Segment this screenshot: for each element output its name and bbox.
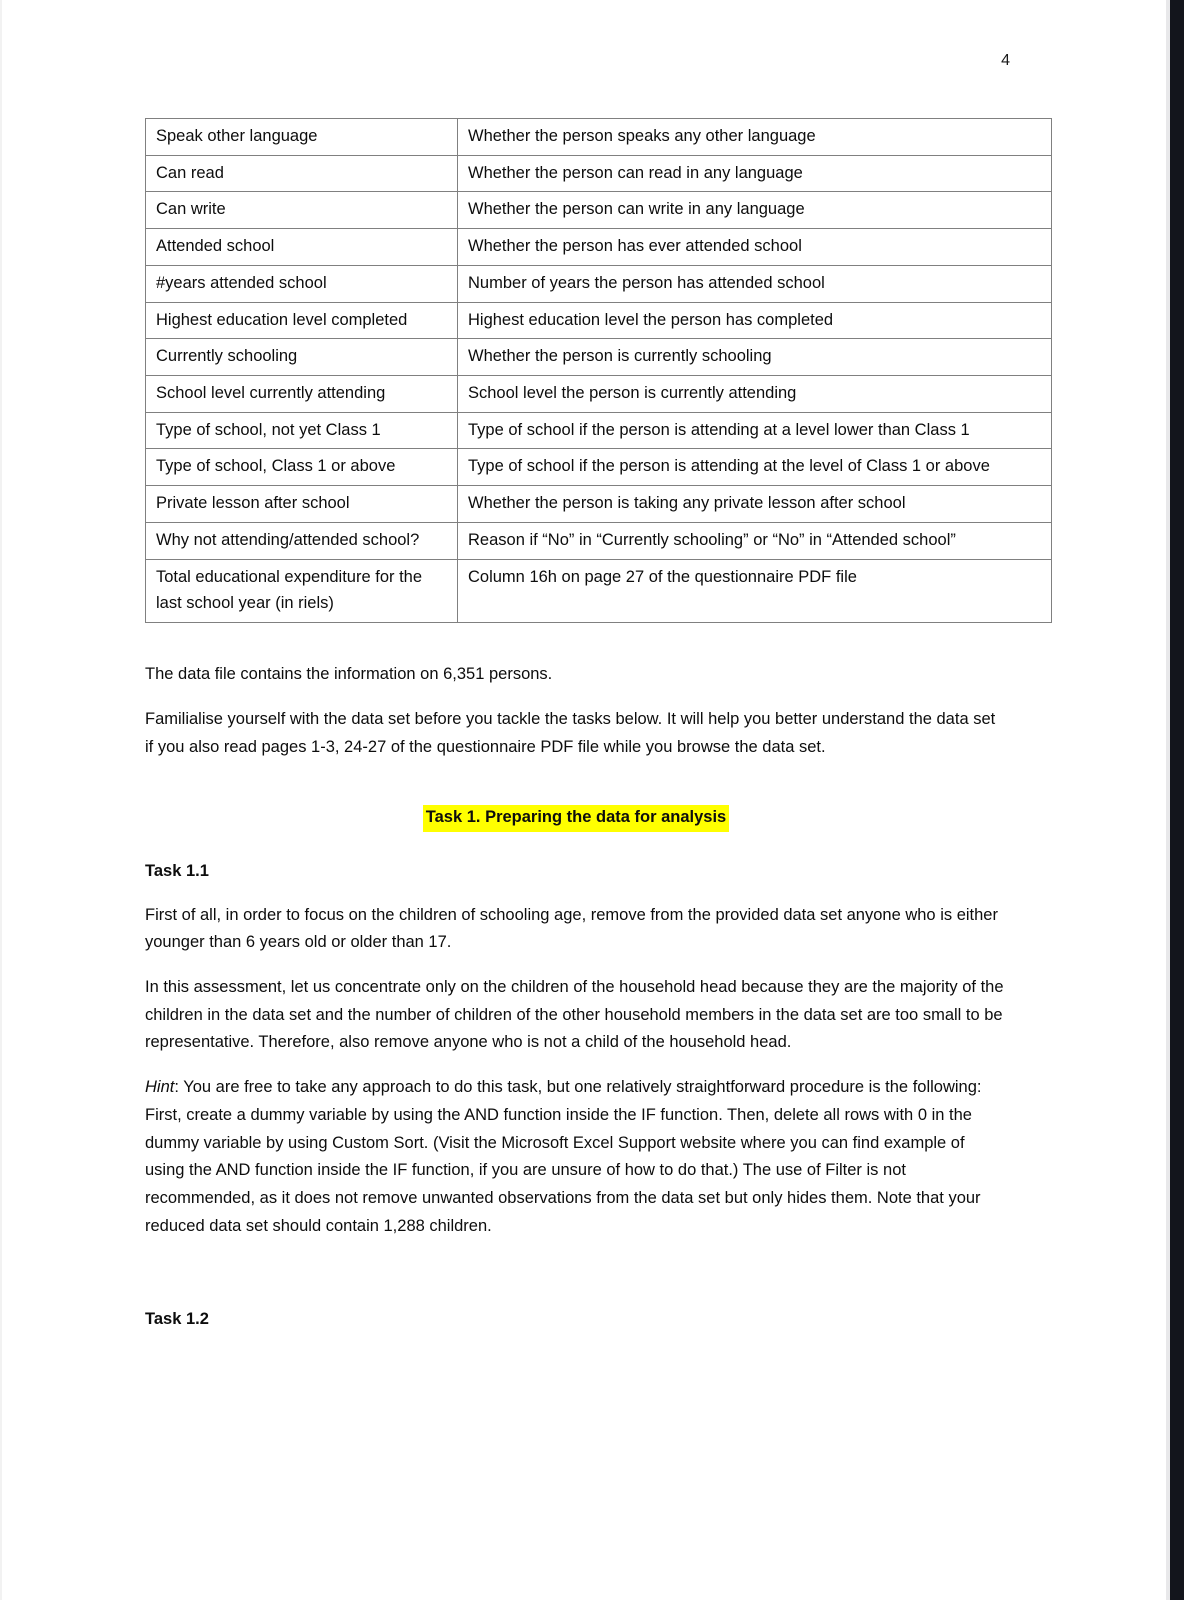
table-row: [146, 229, 1052, 266]
spacer: [145, 689, 1013, 706]
variable-description-cell: Number of years the person has attended school: [458, 265, 1052, 302]
spacer: [145, 761, 1013, 805]
spacer: [145, 957, 1013, 974]
variable-name-cell: Attended school: [146, 229, 458, 266]
hint-label: Hint: [145, 1078, 175, 1097]
table-row: [146, 522, 1052, 559]
table-row: [146, 155, 1052, 192]
variable-description-cell: Whether the person is taking any private lesson after school: [458, 486, 1052, 523]
variable-definition-table: [145, 118, 1052, 623]
table-row: [146, 412, 1052, 449]
variable-name-cell: Speak other language: [146, 119, 458, 156]
page-left-edge: [0, 0, 2, 1600]
table-row: [146, 265, 1052, 302]
spacer: [145, 1057, 1013, 1074]
spacer: [145, 832, 1013, 858]
table-row: [146, 302, 1052, 339]
variable-name-cell: Why not attending/attended school?: [146, 522, 458, 559]
table-row: [146, 376, 1052, 413]
task-1-2-heading: Task 1.2: [145, 1310, 209, 1329]
paragraph-household-head: In this assessment, let us concentrate only on the children of the household head because they are the majority of the children in the data set and the number of children of the other household members in the data set are too small to be representative. Therefore, also remove anyone who is not a child of the household head.: [145, 977, 1004, 1052]
task1-heading-container: [145, 805, 1007, 832]
variable-name-cell: Can write: [146, 192, 458, 229]
variable-name-cell: Type of school, not yet Class 1: [146, 412, 458, 449]
variable-description-cell: Whether the person can read in any language: [458, 155, 1052, 192]
table-row: [146, 192, 1052, 229]
variable-description-cell: Whether the person has ever attended school: [458, 229, 1052, 266]
spacer: [145, 623, 1013, 661]
variable-description-cell: School level the person is currently attending: [458, 376, 1052, 413]
paragraph-data-file-count: The data file contains the information on 6,351 persons.: [145, 665, 553, 684]
variable-name-cell: Can read: [146, 155, 458, 192]
table-row: [146, 339, 1052, 376]
spacer: [145, 885, 1013, 902]
paragraph-remove-by-age: First of all, in order to focus on the children of schooling age, remove from the provided data set anyone who is either younger than 6 years old or older than 17.: [145, 905, 998, 952]
paragraph-hint: [145, 1074, 1007, 1240]
variable-description-cell: Whether the person speaks any other language: [458, 119, 1052, 156]
table-row: [146, 119, 1052, 156]
variable-description-cell: Whether the person is currently schooling: [458, 339, 1052, 376]
variable-name-cell: Type of school, Class 1 or above: [146, 449, 458, 486]
task-1-1-heading: Task 1.1: [145, 862, 209, 881]
variable-name-cell: Total educational expenditure for the last school year (in riels): [146, 559, 458, 622]
spacer: [145, 1240, 1013, 1306]
paragraph-familiarise: Familialise yourself with the data set before you tackle the tasks below. It will help you better understand the data set if you also read pages 1-3, 24-27 of the questionnaire PDF file while you browse the data set.: [145, 709, 996, 756]
table-row: [146, 449, 1052, 486]
table-row: [146, 559, 1052, 622]
variable-name-cell: Highest education level completed: [146, 302, 458, 339]
viewport-right-strip: [1170, 0, 1184, 1600]
variable-description-cell: Whether the person can write in any language: [458, 192, 1052, 229]
variable-description-cell: Type of school if the person is attending at a level lower than Class 1: [458, 412, 1052, 449]
task1-heading-highlighted: Task 1. Preparing the data for analysis: [423, 805, 729, 832]
variable-description-cell: Highest education level the person has completed: [458, 302, 1052, 339]
variable-name-cell: #years attended school: [146, 265, 458, 302]
variable-name-cell: Private lesson after school: [146, 486, 458, 523]
page-content: [145, 118, 1013, 1333]
page-number: 4: [1001, 52, 1010, 69]
variable-description-cell: Reason if “No” in “Currently schooling” or “No” in “Attended school”: [458, 522, 1052, 559]
table-row: [146, 486, 1052, 523]
table-body: [146, 119, 1052, 623]
hint-body-text: : You are free to take any approach to do this task, but one relatively straightforward procedure is the following: First, create a dummy variable by using the AND function inside the IF function. Then, delete all rows with 0 in the dummy variable by using Custom Sort. (Visit the Microsoft Excel Support website where you can find example of using the AND function inside the IF function, if you are unsure of how to do that.) The use of Filter is not recommended, as it does not remove unwanted observations from the data set but only hides them. Note that your reduced data set should contain 1,288 children.: [145, 1078, 982, 1235]
variable-description-cell: Type of school if the person is attending at the level of Class 1 or above: [458, 449, 1052, 486]
variable-name-cell: Currently schooling: [146, 339, 458, 376]
variable-name-cell: School level currently attending: [146, 376, 458, 413]
variable-description-cell: Column 16h on page 27 of the questionnaire PDF file: [458, 559, 1052, 622]
